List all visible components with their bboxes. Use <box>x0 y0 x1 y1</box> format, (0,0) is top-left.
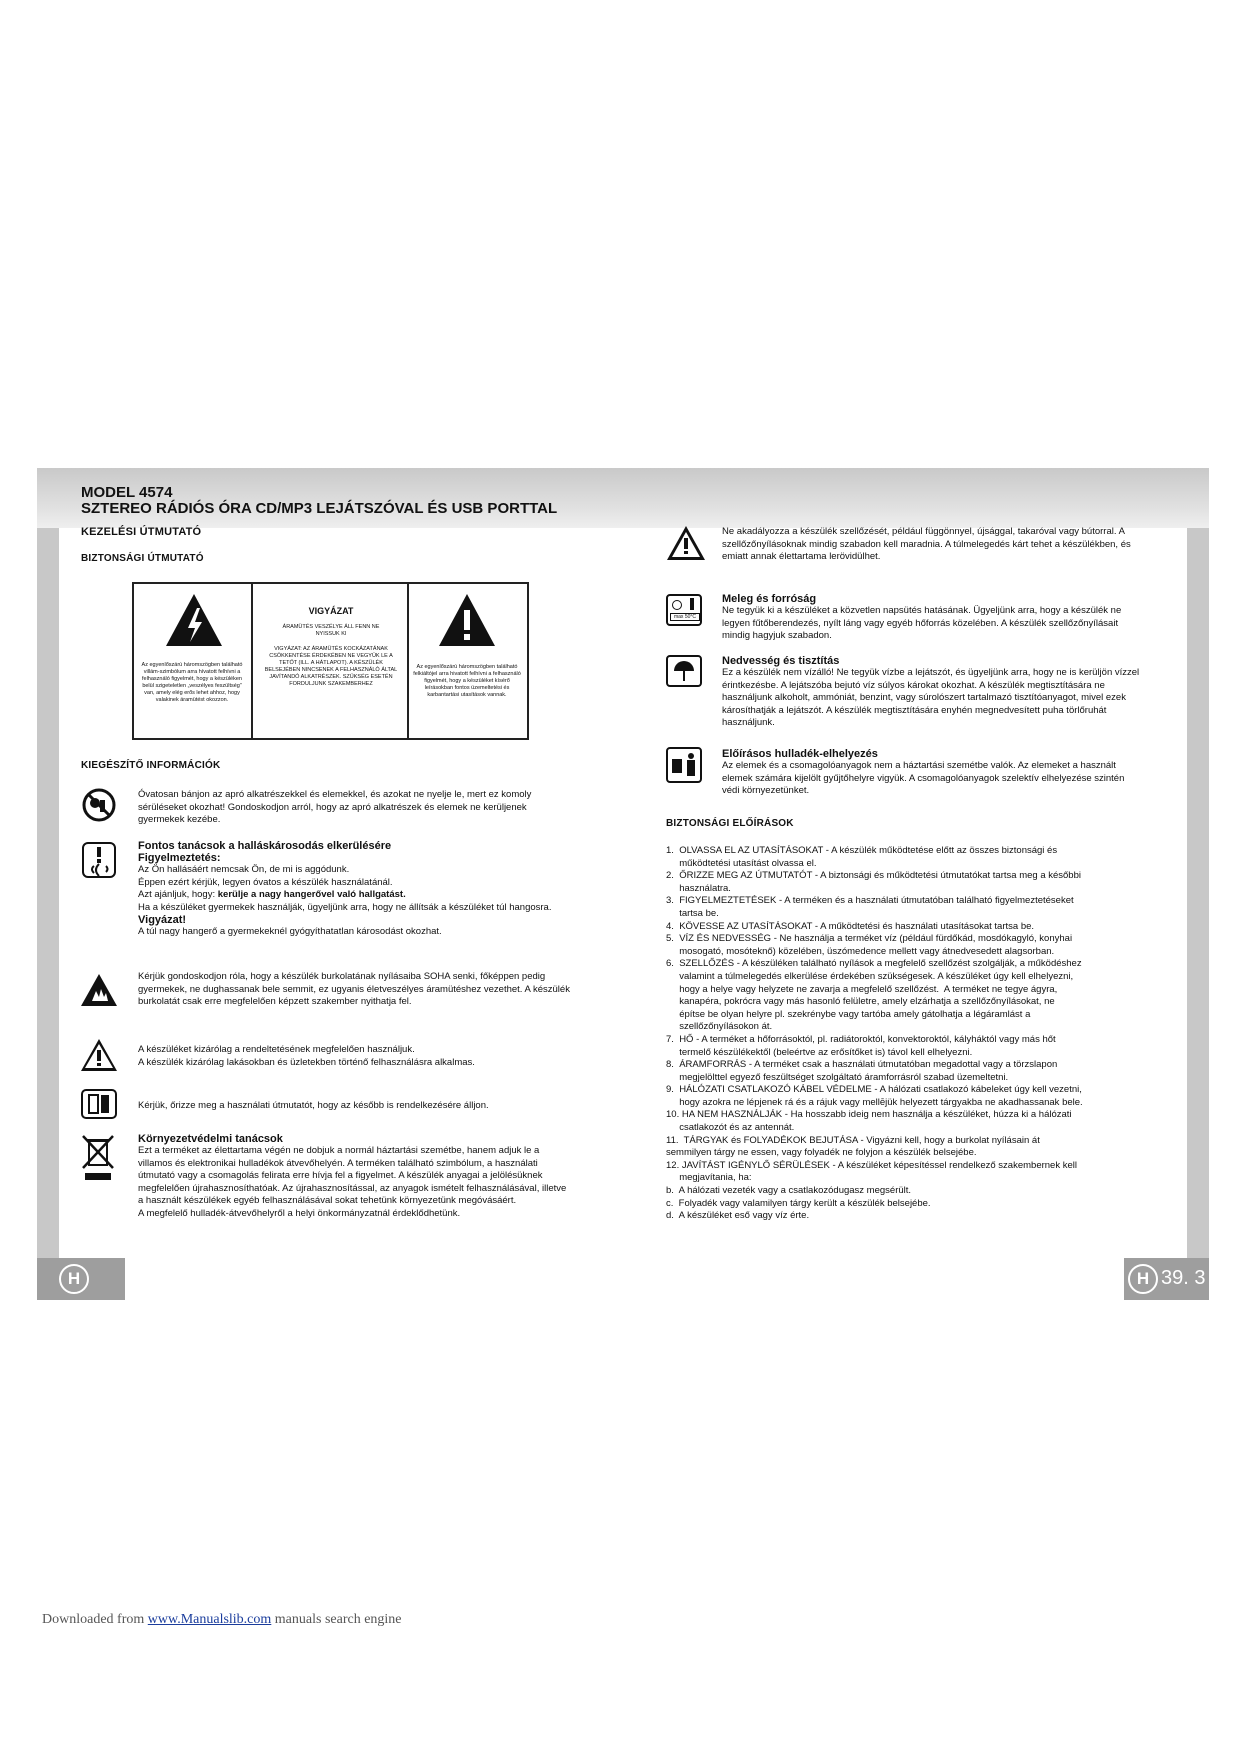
keep-manual-text: Kérjük, őrizze meg a használati útmutatót, hogy az később is rendelkezésére álljon. <box>138 1100 489 1111</box>
download-suffix: manuals search engine <box>271 1612 402 1627</box>
download-footer <box>42 1612 402 1628</box>
warning-cell-lightning <box>134 584 253 738</box>
product-title: SZTEREO RÁDIÓS ÓRA CD/MP3 LEJÁTSZÓVAL ÉS USB PORTTAL <box>81 500 558 517</box>
openings-text: Kérjük gondoskodjon róla, hogy a készülék burkolatának nyílásaiba SOHA senki, főképpen pedig gyermekek, ne dughassanak bele semmit, ez ugyanis életveszélyes áramütéshez vezethet. A készülék burkolatát csak erre megfelelően képzett szakember nyithatja fel. <box>138 971 570 1008</box>
rule-item: 11. TÁRGYAK és FOLYADÉKOK BEJUTÁSA - Vigyázni kell, hogy a burkolat nyílásain át semmilyen tárgy ne essen, vagy folyadék ne folyjon a készülék belsejébe. <box>666 1134 1040 1159</box>
moisture-section <box>722 655 1142 730</box>
sun-icon <box>672 600 682 610</box>
rule-item: 9. HÁLÓZATI CSATLAKOZÓ KÁBEL VÉDELME - A hálózati csatlakozó kábeleket úgy kell vezetni, hogy azokra ne lépjenek rá és a rájuk vagy mellējük helyezett tárgyakba ne akadhassanak bele. <box>666 1084 1083 1108</box>
lightning-warning-icon <box>164 592 224 648</box>
environment-text: Ezt a terméket az élettartama végén ne dobjuk a normál háztartási szemétbe, hanem adjuk le a villamos és elektronikai hulladékok átvevőhelyén. A terméken található szimbólum, a használati útmutató vagy a csomagolás felirata erre hívja fel a figyelmet. A készülék anyagai a jelölésüknek megfelelően újrahasznosíthatóak. Az újrahasznosítással, az anyagok ismételt felhasználásával, illetve a használt készülékek egyéb felhasználásával sokat tehetünk környezetünk megóvásáért. A megfelelő hulladék-átvevőhelyről a helyi önkormányzatnál érdeklődhetünk. <box>138 1145 567 1219</box>
left-footer-tab <box>37 1258 125 1300</box>
ventilation-text: Ne akadályozza a készülék szellőzését, például függönnyel, újsággal, takaróval vagy bútorral. A szellőzőnyílásoknak mindig szabadon kell maradnia. A túlmelegedés kárt tehet a készülékben, és emiatt annak élettartama lerövidülhet. <box>722 526 1131 563</box>
rule-item: 12. JAVÍTÁST IGÉNYLŐ SÉRÜLÉSEK - A készüléket képesítéssel rendelkező szakembernek kell megjavítania, ha: <box>666 1159 1077 1184</box>
rule-item: 3. FIGYELMEZTETÉSEK - A terméken és a használati útmutatóban található figyelmeztetéseket tartsa be. <box>666 895 1074 919</box>
crossed-bin-icon <box>80 1133 116 1183</box>
disposal-title: Előírásos hulladék-elhelyezés <box>722 748 878 760</box>
ventilation-warning-icon <box>666 525 706 561</box>
umbrella-icon <box>674 661 694 671</box>
umbrella-handle <box>683 671 685 681</box>
disposal-text: Az elemek és a csomagolóanyagok nem a háztartási szemétbe valók. Az elemeket a használt elemek számára kijelölt gyűjtőhelyre vigyük. A csomagolóanyagok szelektív elhelyezése szintén védi környezetünket. <box>722 760 1125 797</box>
hearing-section <box>138 840 578 939</box>
warning-line2: VIGYÁZAT: AZ ÁRAMÜTÉS KOCKÁZATÁNAK CSÖKKENTÉSE ÉRDEKÉBEN NE VEGYÜK LE A TETŐT (ILL. A HÁTLAPOT). A KÉSZÜLÉK BELSEJÉBEN NINCSENEK A FELHASZNÁLÓ ÁLTAL JAVÍTANDÓ ALKATRÉSZEK. SZÜKSÉG ESETÉN FORDULJUNK SZAKEMBERHEZ <box>264 646 398 687</box>
rule-item: 10. HA NEM HASZNÁLJÁK - Ha hosszabb ideig nem használja a készüléket, húzza ki a hálózati csatlakozót és az antennát. <box>666 1109 1072 1134</box>
moisture-title: Nedvesség és tisztítás <box>722 655 840 667</box>
hearing-caution-label: Vigyázat! <box>138 914 187 927</box>
environment-title: Környezetvédelmi tanácsok <box>138 1133 283 1145</box>
rule-item: c. Folyadék vagy valamilyen tárgy került a készülék belsejébe. <box>666 1197 931 1209</box>
warning-cell-center <box>253 584 409 738</box>
warning-cell-exclamation <box>409 584 527 738</box>
page-number: 39. 3 <box>1161 1267 1206 1289</box>
safety-rules-list <box>666 845 1176 1223</box>
download-prefix: Downloaded from <box>42 1612 148 1627</box>
exclamation-warning-icon <box>437 592 497 648</box>
small-parts-text: Óvatosan bánjon az apró alkatrészekkel és elemekkel, és azokat ne nyelje le, mert ez komoly sérüléseket okozhat! Gondoskodjon arról, hogy az apró alkatrészek és elemek ne kerüljenek gyermekek kezébe. <box>138 789 532 826</box>
hearing-warning-icon <box>82 842 116 878</box>
extra-info-title: KIEGÉSZÍTŐ INFORMÁCIÓK <box>81 760 221 771</box>
manual-title: KEZELÉSI ÚTMUTATÓ <box>81 526 202 538</box>
heat-icon <box>666 594 702 626</box>
heat-icon-label: max 50°C <box>670 613 700 621</box>
rule-item: 6. SZELLŐZÉS - A készüléken található nyílások a megfelelő szellőzést szolgálják, a működéshez valamint a túlmelegedés elkerülése érdekében szükségesek. A készüléket úgy kell elhelyezni, hogy a helye vagy helyzete ne zavarja a megfelelő szellőzést. A terméket ne tegye ágyra, kanapéra, pokrócra vagy más hasonló felületre, amely elzárhatja a szellőzőnyílásokat, ne építse be olyan helyre pl. szekrénybe vagy tartóba amely gátolhatja a légáramlást a szellőzőnyílásokon át. <box>666 958 1082 1033</box>
manual-book-icon <box>81 1089 117 1119</box>
hearing-line3-emphasis: kerülje a nagy hangerővel való hallgatást. <box>217 889 406 901</box>
lightning-caption: Az egyenlőszárú háromszögben található villám-szimbólum arra hívatott felhívni a felhasználó figyelmét, hogy a készüléken belül szigeteletlen „veszélyes feszültség” van, amely elég erős lehet ahhoz, hogy valakinek áramütést okozzon. <box>141 662 243 703</box>
moisture-cleaning-icon <box>666 655 702 687</box>
hearing-title: Fontos tanácsok a halláskárosodás elkerülésére <box>138 840 392 852</box>
manualslib-link[interactable]: www.Manualslib.com <box>147 1612 272 1627</box>
no-small-parts-icon <box>82 788 116 822</box>
hearing-line3-prefix: Azt ajánljuk, hogy: <box>138 889 218 901</box>
rule-item: 5. VÍZ ÉS NEDVESSÉG - Ne használja a terméket víz (például fürdőkád, mosdókagyló, konyhai mosogató, mosóteknő) közelében, üszómedence mellett vagy átnedvesedett alagsorban. <box>666 933 1073 957</box>
hearing-line4: Ha a készüléket gyermekek használják, ügyeljünk arra, hogy ne állítsák a készüléket túl hangosra. <box>138 901 552 913</box>
rule-item: 2. ŐRIZZE MEG AZ ÚTMUTATÓT - A biztonsági és működtetési útmutatókat tartsa meg a későbbi használatra. <box>666 870 1081 894</box>
rule-item: 8. ÁRAMFORRÁS - A terméket csak a használati útmutatóban megadottal vagy a törzslapon megjelölttel egyező feszültséget szolgáltató áramforrásról szabad üzemeltetni. <box>666 1059 1058 1083</box>
disposal-icon <box>666 747 702 783</box>
rule-item: 1. OLVASSA EL AZ UTASÍTÁSOKAT - A készülék működtetése előtt az összes biztonsági és működtetési utasítást olvassa el. <box>666 845 1058 869</box>
hearing-line5: A túl nagy hangerő a gyermekeknél gyógyíthatatlan károsodást okozhat. <box>138 926 442 938</box>
page-badge-right: H <box>1128 1264 1158 1294</box>
warning-box <box>132 582 529 740</box>
hearing-line1: Az Ön hallásáért nemcsak Ön, de mi is aggódunk. <box>138 864 350 875</box>
environment-section <box>138 1133 574 1221</box>
exclamation-caption: Az egyenlőszárú háromszögben található felkiáltójel arra hivatott felhívni a felhasználó figyelmét, hogy a készüléket kísérő leírásokban fontos üzemeltetési és karbantartási utasítások vannak. <box>413 664 521 698</box>
hearing-line3 <box>138 889 578 902</box>
intended-use-text: A készüléket kizárólag a rendeltetésének megfelelően használjuk. A készülék kizárólag lakásokban és üzletekben történő felhasználásra alkalmas. <box>138 1044 475 1068</box>
heat-text: Ne tegyük ki a készüléket a közvetlen napsütés hatásának. Ügyeljünk arra, hogy a készülék ne legyen fűtőberendezés, nyílt láng vagy egyéb hőforrás közelében. A készülék szellőzőnyílásait mindig hagyjuk szabadon. <box>722 605 1122 642</box>
person-head <box>688 753 694 759</box>
warning-title: VIGYÁZAT <box>308 606 354 616</box>
person-body <box>687 760 695 776</box>
right-footer-tab <box>1124 1258 1209 1300</box>
electric-shock-hand-icon <box>80 973 118 1007</box>
model-title: MODEL 4574 <box>81 484 173 501</box>
rule-item: 7. HŐ - A terméket a hőforrásoktól, pl. radiátoroktól, konvektoroktól, kályháktól vagy más hőt termelő készülékektől (beleértve az erősítőket is) távol kell elhelyezni. <box>666 1033 1056 1058</box>
caution-exclamation-icon <box>80 1038 118 1072</box>
safety-rules-title: BIZTONSÁGI ELŐÍRÁSOK <box>666 818 794 829</box>
heat-title: Meleg és forróság <box>722 593 817 605</box>
moisture-text: Ez a készülék nem vízálló! Ne tegyük vízbe a lejátszót, és ügyeljünk arra, hogy ne is kerüljön vízzel érintkezésbe. A lejátszóba bejutó víz súlyos károkat okozhat. A készülék megtisztítására ne használjunk alkoholt, ammóniát, benzint, vagy súrolószert tartalmazó tisztítóanyagot, mivel ezek károsíthatják a lejátszót. A készülék megtisztítására enyhén megnedvesített puha törlőruhát használjunk. <box>722 667 1140 729</box>
thermometer-icon <box>690 598 694 610</box>
hearing-line2: Éppen ezért kérjük, legyen óvatos a készülék használatánál. <box>138 876 393 888</box>
disposal-section <box>722 748 1142 798</box>
left-margin-strip <box>37 528 59 1258</box>
safety-title: BIZTONSÁGI ÚTMUTATÓ <box>81 553 204 564</box>
page-badge-left: H <box>59 1264 89 1294</box>
heat-section <box>722 593 1142 643</box>
rule-item: b. A hálózati vezeték vagy a csatlakozódugasz megsérült. <box>666 1185 912 1197</box>
header-band <box>37 468 1209 528</box>
warning-line1: ÁRAMÜTÉS VESZÉLYE ÁLL FENN NE NYISSUK KI <box>282 624 380 637</box>
right-margin-strip <box>1187 528 1209 1258</box>
bin-shape <box>672 759 682 773</box>
hearing-warning-label: Figyelmeztetés: <box>138 852 221 864</box>
rule-item: 4. KÖVESSE AZ UTASÍTÁSOKAT - A működtetési és használati utasításokat tartsa be. <box>666 920 1035 932</box>
rule-item: d. A készüléket eső vagy víz érte. <box>666 1210 810 1222</box>
